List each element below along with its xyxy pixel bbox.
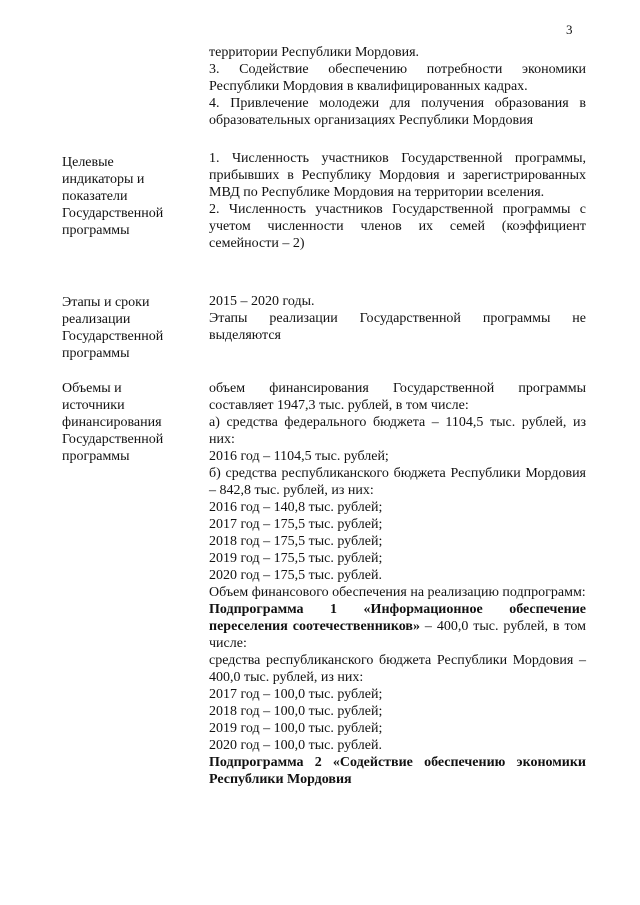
funding-federal: а) средства федерального бюджета – 1104,5 тыс. рублей, из них:: [209, 415, 586, 447]
subprogram-2-title: Подпрограмма 2 «Содействие обеспечению экономики Республики Мордовия: [209, 755, 586, 787]
funding-republic-year-2017: 2017 год – 175,5 тыс. рублей;: [209, 517, 383, 532]
indicator-item-2: 2. Численность участников Государственной программы с учетом численности членов их семей (коэффициент семейности – 2): [209, 202, 586, 251]
subprogram-1-year-2018: 2018 год – 100,0 тыс. рублей;: [209, 704, 383, 719]
subprogram-1-source: средства республиканского бюджета Республики Мордовия – 400,0 тыс. рублей, из них:: [209, 653, 586, 685]
continuation-content: [209, 44, 586, 129]
funding-intro: объем финансирования Государственной программы составляет 1947,3 тыс. рублей, в том числе:: [209, 381, 586, 413]
subprogram-1-amount: – 400,0 тыс. рублей, в том числе:: [209, 619, 586, 651]
indicator-item-1: 1. Численность участников Государственной программы, прибывших в Республику Мордовия и зарегистрированных МВД по Республике Мордовия на территории вселения.: [209, 151, 586, 200]
subprogram-1-year-2020: 2020 год – 100,0 тыс. рублей.: [209, 738, 382, 753]
indicators-content: [209, 150, 586, 252]
subprogram-1-heading: [209, 601, 586, 652]
funding-republic-year-2016: 2016 год – 140,8 тыс. рублей;: [209, 500, 383, 515]
funding-republic: б) средства республиканского бюджета Республики Мордовия – 842,8 тыс. рублей, из них:: [209, 466, 586, 498]
stages-content: [209, 293, 586, 344]
subprograms-intro: Объем финансового обеспечения на реализацию подпрограмм:: [209, 585, 586, 600]
stages-note: Этапы реализации Государственной программы не выделяются: [209, 311, 586, 343]
stages-label: Этапы и сроки реализации Государственной программы: [62, 295, 164, 361]
continuation-line-3: 4. Привлечение молодежи для получения образования в образовательных организациях Республики Мордовия: [209, 96, 586, 128]
funding-label: Объемы и источники финансирования Государственной программы: [62, 381, 164, 464]
indicators-label: Целевые индикаторы и показатели Государственной программы: [62, 155, 164, 238]
page-number: 3: [566, 22, 573, 37]
funding-republic-year-2019: 2019 год – 175,5 тыс. рублей;: [209, 551, 383, 566]
continuation-line-1: территории Республики Мордовия.: [209, 45, 420, 60]
funding-content: [209, 380, 586, 788]
funding-federal-year-2016: 2016 год – 1104,5 тыс. рублей;: [209, 449, 389, 464]
funding-republic-year-2018: 2018 год – 175,5 тыс. рублей;: [209, 534, 383, 549]
subprogram-1-title: Подпрограмма 1 «Информационное обеспечение переселения соотечественников»: [209, 602, 586, 634]
subprogram-1-year-2017: 2017 год – 100,0 тыс. рублей;: [209, 687, 383, 702]
continuation-line-2: 3. Содействие обеспечению потребности экономики Республики Мордовия в квалифицированных кадрах.: [209, 62, 586, 94]
stages-period: 2015 – 2020 годы.: [209, 294, 315, 309]
subprogram-1-year-2019: 2019 год – 100,0 тыс. рублей;: [209, 721, 383, 736]
funding-republic-year-2020: 2020 год – 175,5 тыс. рублей.: [209, 568, 382, 583]
